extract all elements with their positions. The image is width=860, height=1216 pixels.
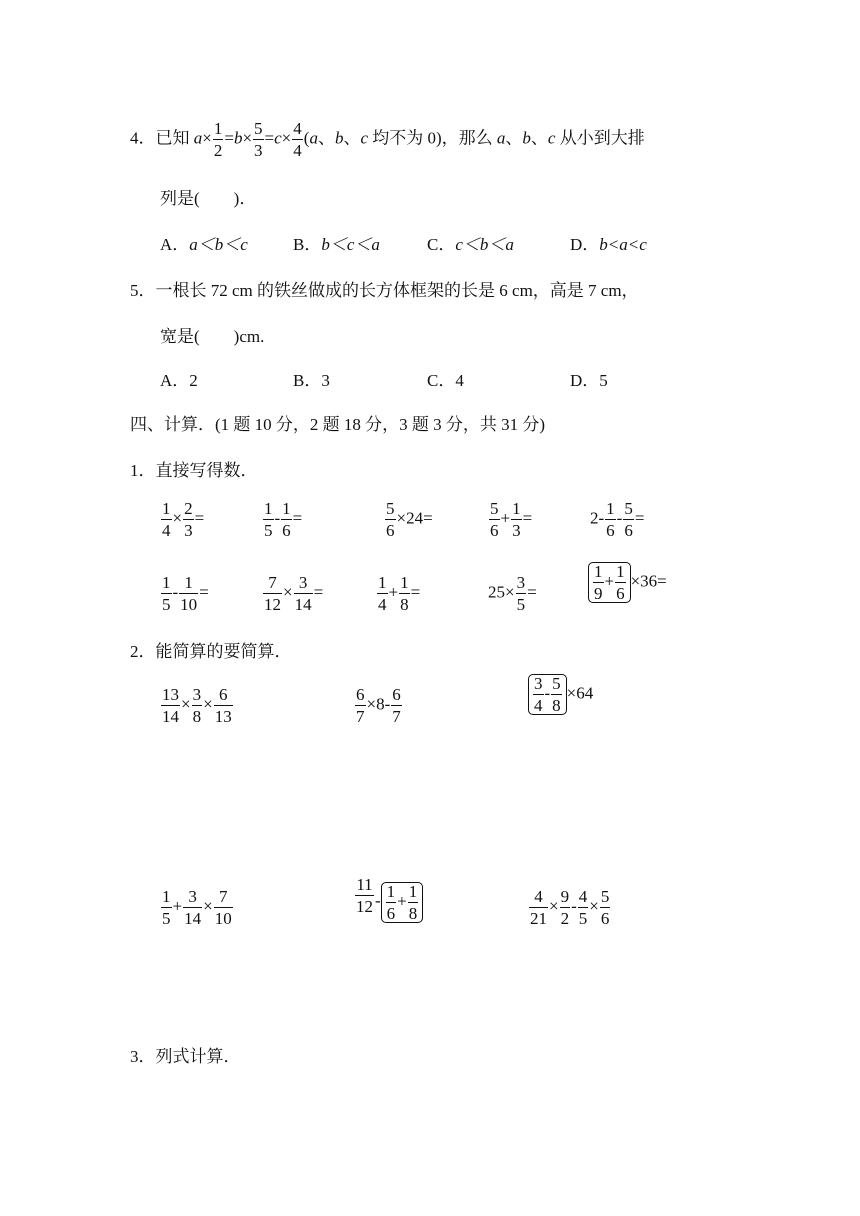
q4-option-c[interactable]: C．c＜b＜a (427, 235, 514, 254)
expression: $\frac{5}{6}$ ×24= (386, 499, 433, 540)
expression: $\frac{1}{5}$ + $\frac{3}{14}$ × $\frac{7}{10}$ (162, 887, 232, 928)
q4-option-b[interactable]: B．b＜c＜a (293, 235, 380, 254)
q4-line1: 4．已知 a× $\frac{1}{2}$ =b× $\frac{5}{3}$ =c× $\frac{4}{4}$ (a、b、c 均不为 0)，那么 a、b、c 从小到大排 (130, 119, 645, 160)
expression: 25× $\frac{3}{5}$ = (488, 573, 537, 614)
fraction: $\frac{1}{2}$ (213, 119, 223, 160)
q4-option-a[interactable]: A．a＜b＜c (160, 235, 248, 254)
q4-line2: 列是( )． (160, 189, 257, 208)
expression: $\frac{1}{9}$ + $\frac{1}{6}$ ×36= (588, 562, 667, 603)
expression: $\frac{13}{14}$ × $\frac{3}{8}$ × $\frac{6}{13}$ (162, 685, 232, 726)
expression: $\frac{1}{4}$ + $\frac{1}{8}$ = (378, 573, 421, 614)
fraction: $\frac{4}{4}$ (293, 119, 302, 160)
q5-line2: 宽是( )cm. (160, 327, 265, 346)
expression: 2- $\frac{1}{6}$ - $\frac{5}{6}$ = (590, 499, 645, 540)
part2-title: 2．能简算的要简算． (130, 642, 292, 661)
expression: $\frac{1}{4}$ × $\frac{2}{3}$ = (162, 499, 205, 540)
fraction: $\frac{5}{3}$ (254, 119, 263, 160)
part3-title: 3．列式计算． (130, 1047, 241, 1066)
q5-line1: 5．一根长 72 cm 的铁丝做成的长方体框架的长是 6 cm，高是 7 cm， (130, 281, 639, 300)
q5-option-d[interactable]: D．5 (570, 371, 608, 390)
expression: $\frac{4}{21}$ × $\frac{9}{2}$ - $\frac{4}{5}$ × $\frac{5}{6}$ (530, 887, 610, 928)
section-title: 四、计算．(1 题 10 分，2 题 18 分，3 题 3 分，共 31 分) (130, 415, 546, 434)
q5-option-a[interactable]: A．2 (160, 371, 198, 390)
q5-option-b[interactable]: B．3 (293, 371, 330, 390)
q4-number: 4． (130, 128, 156, 148)
part1-title: 1．直接写得数． (130, 461, 258, 480)
expression: $\frac{11}{12}$ - $\frac{1}{6}$ + $\frac{1}{8}$ (354, 876, 423, 923)
expression: $\frac{5}{6}$ + $\frac{1}{3}$ = (490, 499, 533, 540)
q5-option-c[interactable]: C．4 (427, 371, 464, 390)
expression: $\frac{1}{5}$ - $\frac{1}{6}$ = (264, 499, 303, 540)
expression: $\frac{6}{7}$ ×8- $\frac{6}{7}$ (356, 685, 401, 726)
expression: $\frac{7}{12}$ × $\frac{3}{14}$ = (264, 573, 324, 614)
q4-option-d[interactable]: D．b<a<c (570, 235, 647, 254)
q5-number: 5． (130, 281, 156, 300)
expression: $\frac{1}{5}$ - $\frac{1}{10}$ = (162, 573, 209, 614)
expression: $\frac{3}{4}$ - $\frac{5}{8}$ ×64 (528, 674, 593, 715)
